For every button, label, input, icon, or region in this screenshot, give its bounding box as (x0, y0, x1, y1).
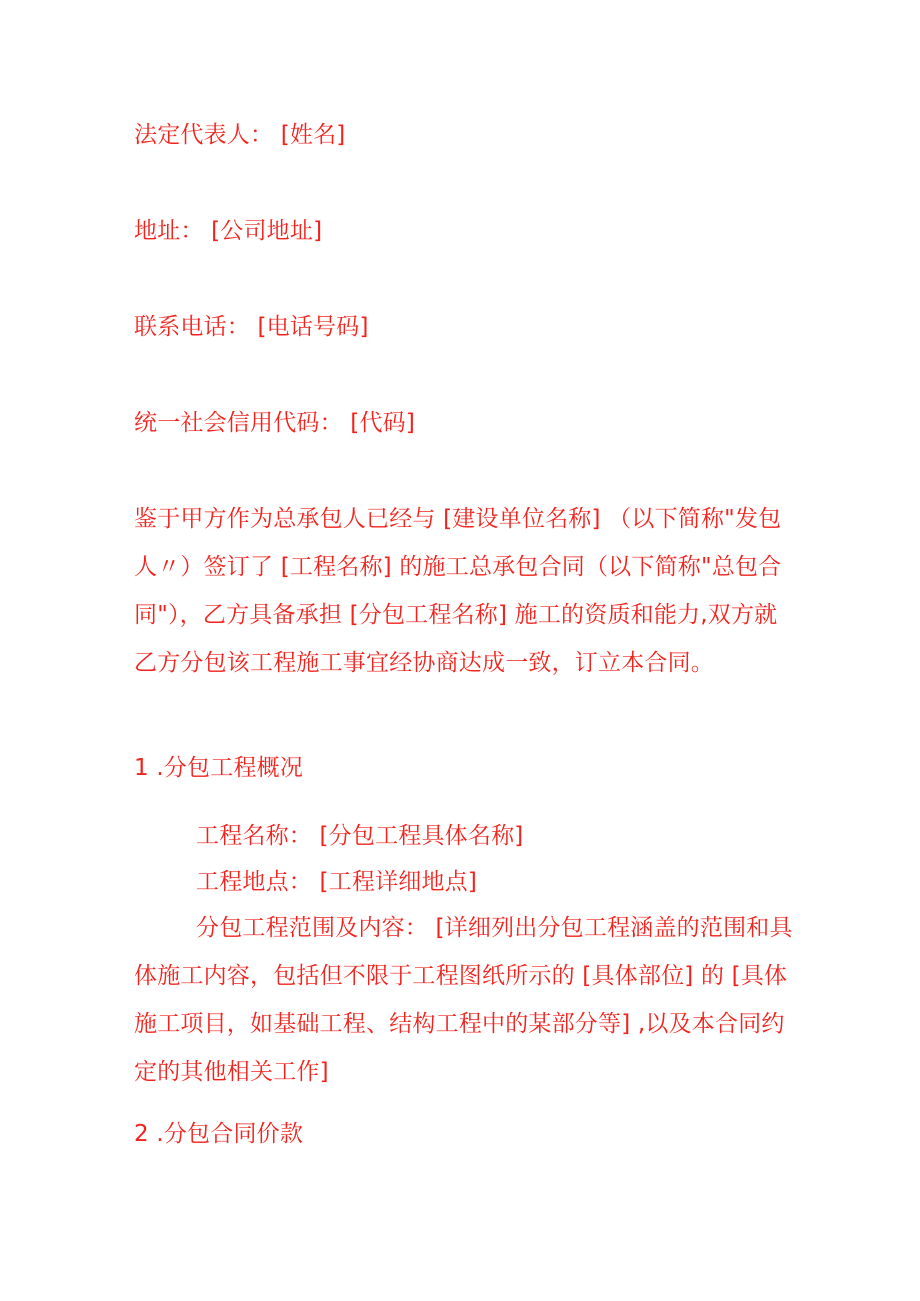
project-name-line: 工程名称： [分包工程具体名称] (196, 823, 524, 849)
section-2-heading: 2 .分包合同价款 (134, 1121, 304, 1147)
address-line: 地址： [公司地址] (134, 218, 323, 244)
credit-code-line: 统一社会信用代码： [代码] (134, 410, 416, 436)
scope-paragraph: 分包工程范围及内容： [详细列出分包工程涵盖的范围和具体施工内容，包括但不限于工程图纸所示的 [具体部位] 的 [具体施工项目，如基础工程、结构工程中的某部分等] ,以及本合同约定的其他相关工作] (134, 915, 793, 1085)
preamble-paragraph: 鉴于甲方作为总承包人已经与 [建设单位名称] （以下简称"发包人〃）签订了 [工程名称] 的施工总承包合同（以下简称"总包合同"），乙方具备承担 [分包工程名称] 施工的资质和能力,双方就乙方分包该工程施工事宜经协商达成一致，订立本合同。 (134, 506, 782, 676)
phone-line: 联系电话： [电话号码] (134, 314, 369, 340)
legal-representative-line: 法定代表人： [姓名] (134, 122, 346, 148)
section-1-body (134, 812, 800, 1096)
project-location-line: 工程地点： [工程详细地点] (196, 869, 478, 895)
section-1-heading: 1 .分包工程概况 (134, 755, 304, 781)
